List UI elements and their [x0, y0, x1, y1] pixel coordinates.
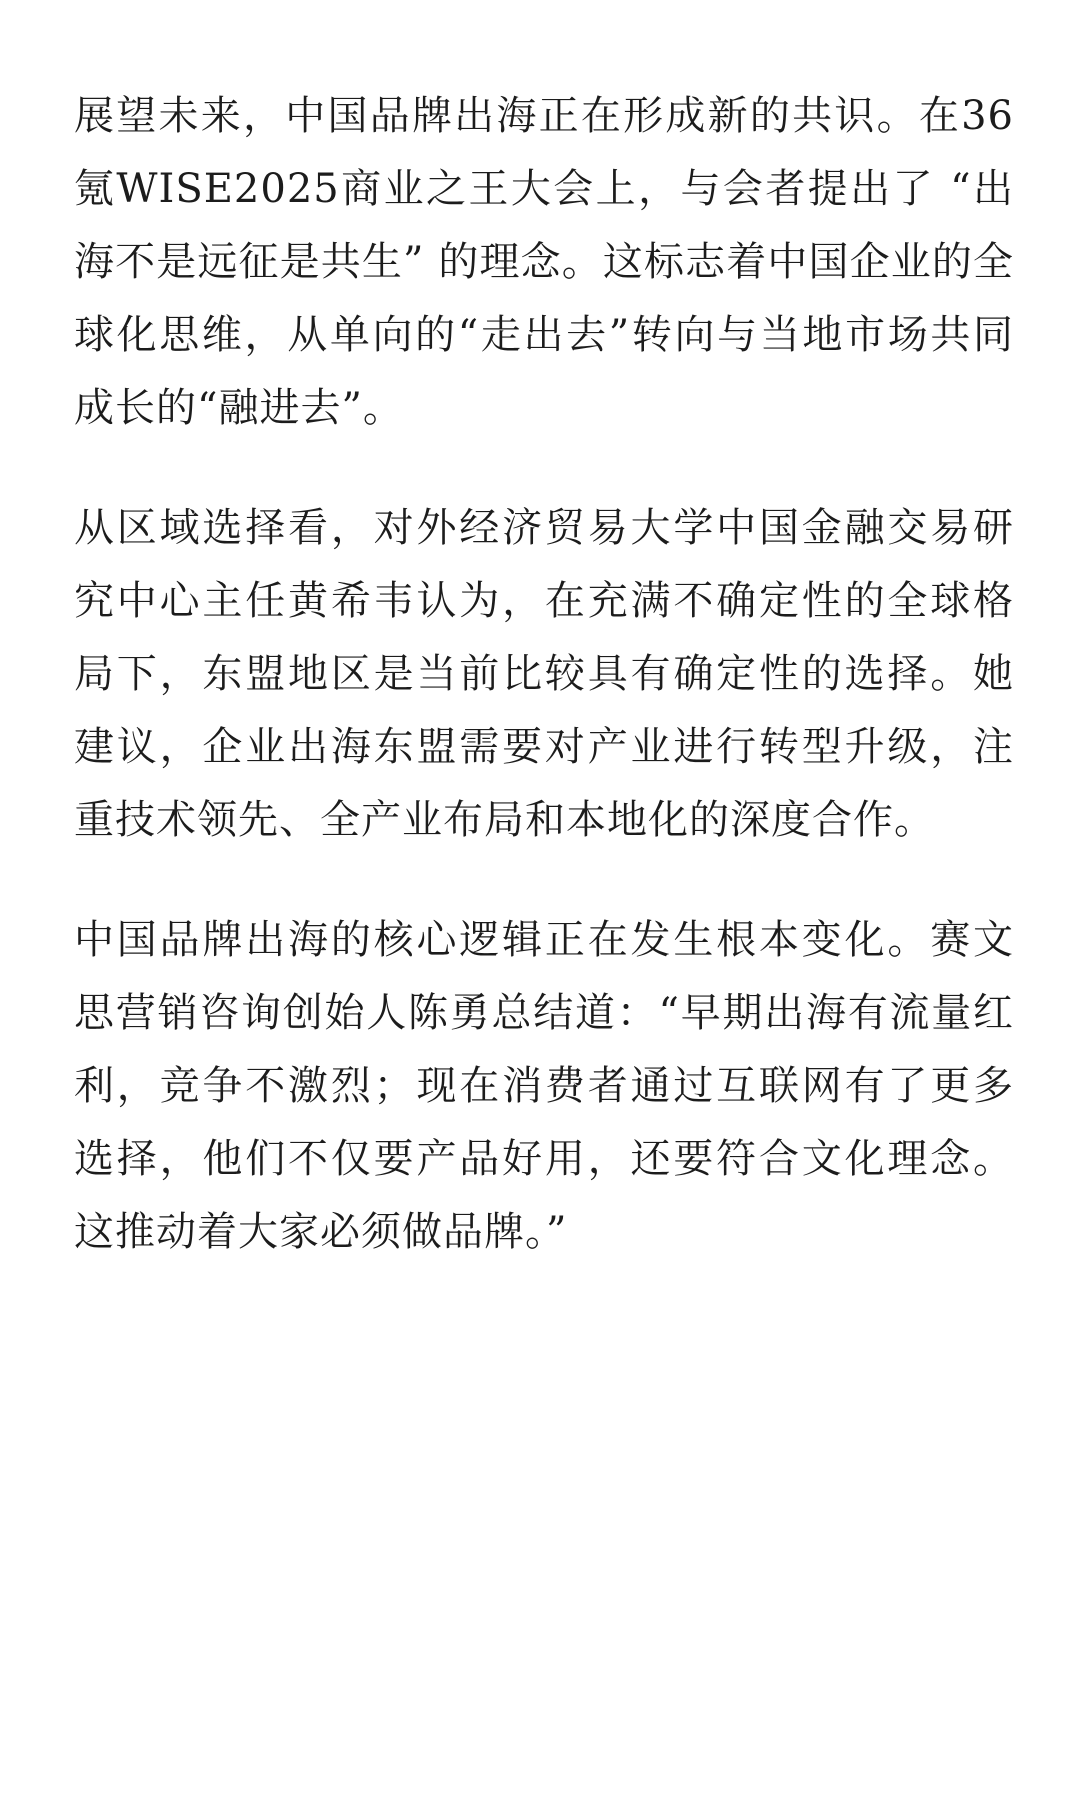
- paragraph-outlook: 展望未来，中国品牌出海正在形成新的共识。在36氪WISE2025商业之王大会上，与会者提出了 “出海不是远征是共生” 的理念。这标志着中国企业的全球化思维，从单向的“走出去”转向与当地市场共同成长的“融进去”。: [74, 93, 1014, 431]
- paragraph-core-logic: 中国品牌出海的核心逻辑正在发生根本变化。赛文思营销咨询创始人陈勇总结道：“早期出海有流量红利，竞争不激烈；现在消费者通过互联网有了更多选择，他们不仅要产品好用，还要符合文化理念。这推动着大家必须做品牌。”: [74, 917, 1014, 1255]
- article-body: [74, 80, 1014, 1269]
- paragraph-region-choice: 从区域选择看，对外经济贸易大学中国金融交易研究中心主任黄希韦认为，在充满不确定性的全球格局下，东盟地区是当前比较具有确定性的选择。她建议，企业出海东盟需要对产业进行转型升级，注重技术领先、全产业布局和本地化的深度合作。: [74, 505, 1014, 843]
